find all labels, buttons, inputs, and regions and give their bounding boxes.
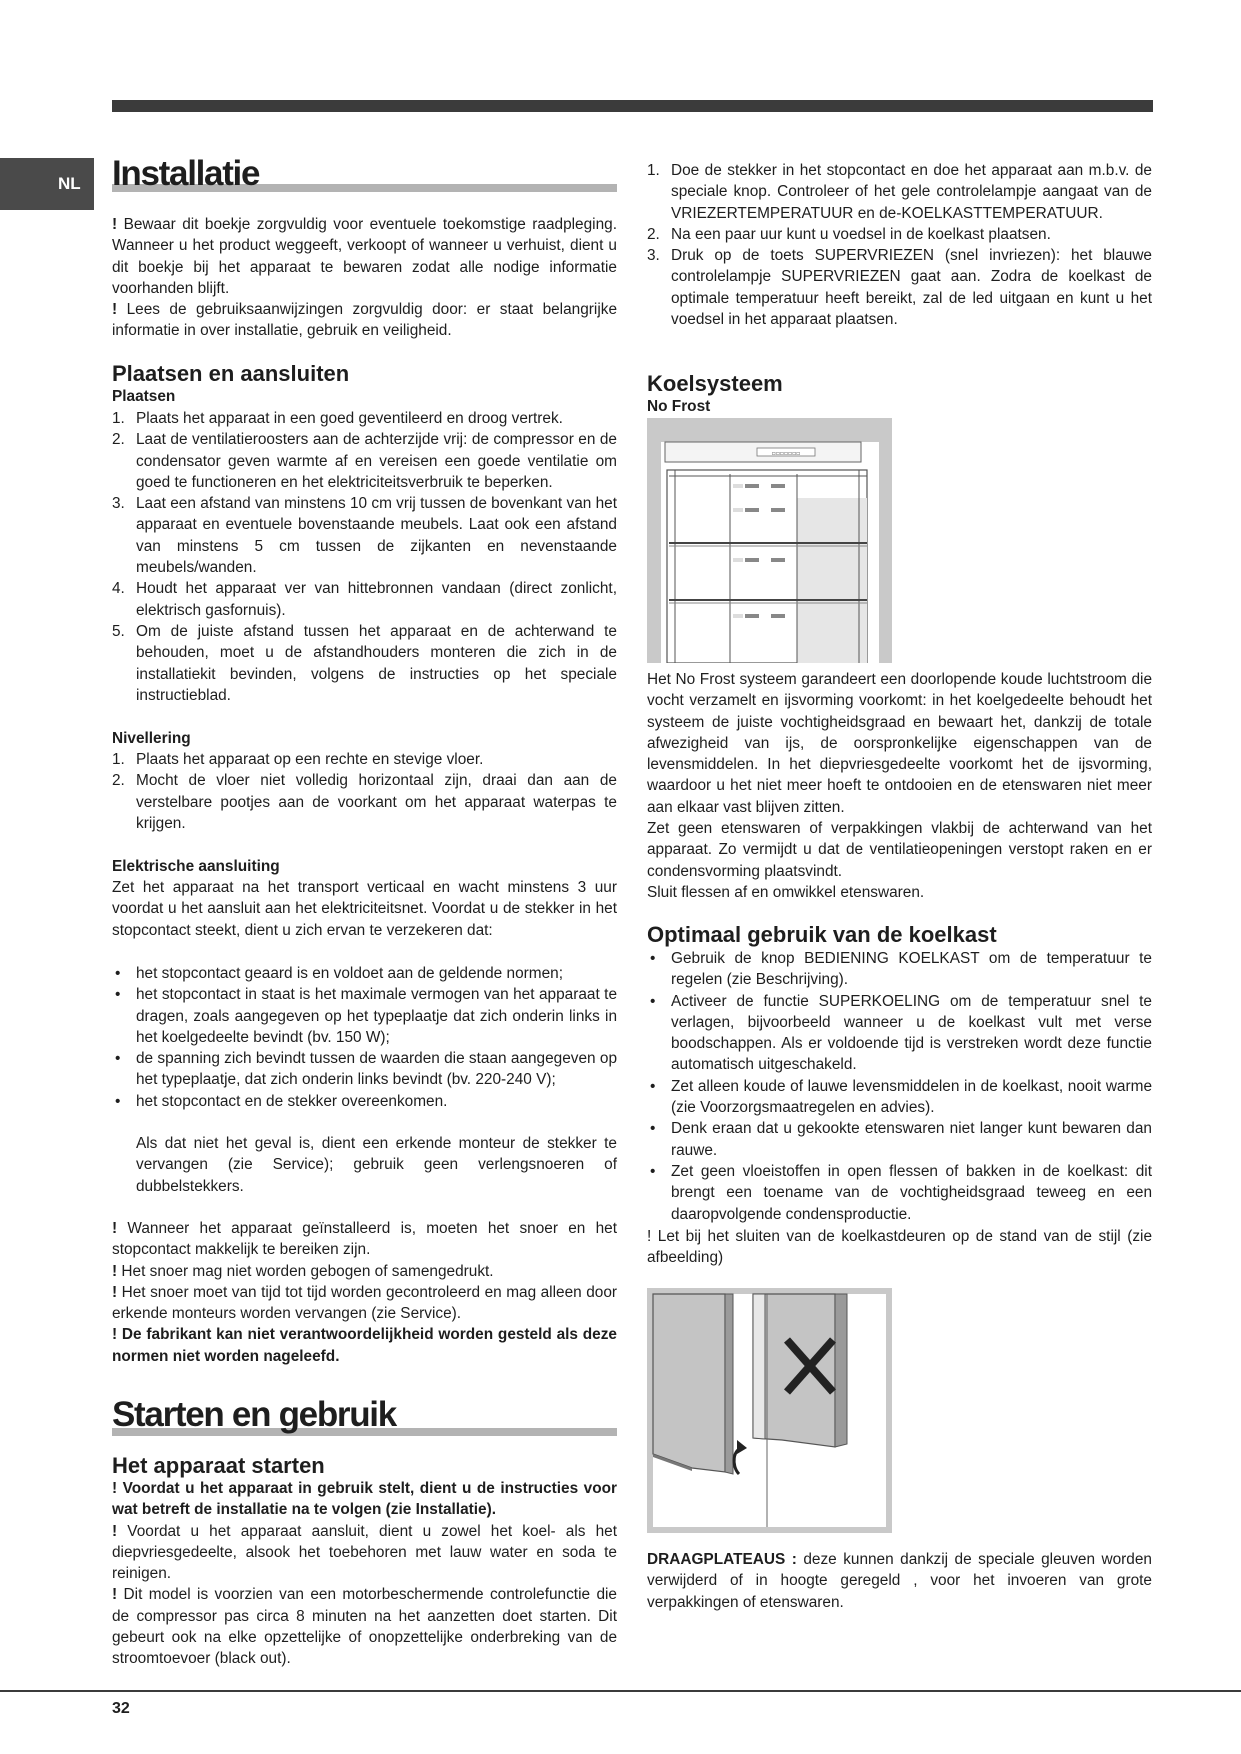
note-paragraph: ! Voordat u het apparaat aansluit, dient u zowel het koel- als het diepvriesgedeelte, alsook het toebehoren met lauw water en soda te reinigen. — [112, 1522, 617, 1583]
paragraph: Sluit flessen af en omwikkel etenswaren. — [647, 883, 925, 901]
svg-text:▫▫▫▫▫▫▫: ▫▫▫▫▫▫▫ — [771, 450, 801, 457]
nivellering-list — [112, 749, 617, 834]
list-item: • het stopcontact en de stekker overeenkomen. — [112, 1091, 617, 1112]
list-item: 1. Plaats het apparaat in een goed geventileerd en droog vertrek. — [112, 410, 563, 427]
paragraph: Zet geen etenswaren of verpakkingen vlakbij de achterwand van het apparaat. Zo vermijdt u dat de ventilatieopeningen verstopt raken en er condensvorming plaatsvindt. — [647, 820, 1152, 880]
list-item: • het stopcontact in staat is het maximale vermogen van het apparaat te dragen, zoals aangegeven op het typeplaatje dat zich onderin links in het koelgedeelte bevindt (bv. 150 W); — [112, 984, 617, 1048]
list-item: • Denk eraan dat u gekookte etenswaren niet langer kunt bewaren dan rauwe. — [647, 1118, 1152, 1161]
list-item: • het stopcontact geaard is en voldoet aan de geldende normen; — [112, 963, 617, 984]
list-item: 3. Druk op de toets SUPERVRIEZEN (snel invriezen): het blauwe controlelampje SUPERVRIEZEN gaat aan. Zodra de koelkast de optimale temperatuur heeft bereikt, zal de led uitgaan en kunt u het voedsel in het apparaat plaatsen. — [647, 247, 1152, 329]
installatie-intro — [112, 214, 617, 342]
door-closing-drawing — [647, 1288, 892, 1533]
plaatsen-subheading: Plaatsen — [112, 388, 176, 405]
elektrisch-bullets — [112, 963, 617, 1112]
bold-intro: ! Voordat u het apparaat in gebruik stelt, dient u de instructies voor wat betreft de installatie na te volgen (zie Installatie). — [112, 1480, 617, 1519]
starten-body — [112, 1478, 617, 1670]
list-item: • Zet alleen koude of lauwe levensmiddelen in de koelkast, nooit warme (zie Voorzorgsmaatregelen en advies). — [647, 1076, 1152, 1119]
list-item: • Activeer de functie SUPERKOELING om de temperatuur snel te verlagen, bijvoorbeeld wanneer u de koelkast vult met verse boodschappen. Als er voldoende tijd is verstreken wordt deze functie automatisch uitgeschakeld. — [647, 991, 1152, 1076]
list-item: 2. Mocht de vloer niet volledig horizontaal zijn, draai dan aan de verstelbare pootjes aan de voorkant om het apparaat waterpas te krijgen. — [112, 772, 617, 832]
list-item: 1. Plaats het apparaat op een rechte en stevige vloer. — [112, 751, 484, 768]
starten-heading: Het apparaat starten — [112, 1453, 325, 1478]
list-item: 4. Houdt het apparaat ver van hittebronnen vandaan (direct zonlicht, elektrisch gasfornuis). — [112, 580, 617, 619]
list-item: 2. Laat de ventilatieroosters aan de achterzijde vrij: de compressor en de condensator geven warmte af en vereisen een goede ventilatie om goed te functioneren en het elektriciteitsverbruik te beperken. — [112, 431, 617, 491]
list-item: 5. Om de juiste afstand tussen het apparaat en de achterwand te behouden, moet u de afstandhouders monteren die zich in de installatiekit bevinden, volgens de instructies op het speciale instructieblad. — [112, 622, 617, 704]
list-item: 3. Laat een afstand van minstens 10 cm vrij tussen de bovenkant van het apparaat en eventuele bovenstaande meubels. Laat ook een afstand van minstens 5 cm tussen de zijkanten en nevenstaande meubels/wanden. — [112, 495, 617, 577]
draagplateaus-text: DRAAGPLATEAUS : deze kunnen dankzij de speciale gleuven worden verwijderd of in hoogte geregeld , voor het invoeren van grote verpakkingen of etenswaren. — [647, 1551, 1152, 1611]
door-closing-illustration — [647, 1288, 892, 1533]
deuren-note: ! Let bij het sluiten van de koelkastdeuren op de stand van de stijl (zie afbeelding) — [647, 1228, 1152, 1267]
list-item: 2. Na een paar uur kunt u voedsel in de koelkast plaatsen. — [647, 225, 1051, 243]
note-paragraph: ! Het snoer mag niet worden gebogen of samengedrukt. — [112, 1262, 494, 1280]
koelsysteem-heading: Koelsysteem — [647, 371, 783, 396]
nivellering-heading: Nivellering — [112, 730, 191, 747]
top-rule — [112, 100, 1153, 112]
page-number: 32 — [112, 1700, 130, 1717]
installatie-title: Installatie — [112, 154, 260, 193]
bottom-rule — [0, 1690, 1241, 1692]
koelsysteem-subheading: No Frost — [647, 398, 711, 415]
plaatsen-heading: Plaatsen en aansluiten — [112, 361, 350, 386]
bold-warning: ! De fabrikant kan niet verantwoordelijkheid worden gesteld als deze normen niet worden nageleefd. — [112, 1326, 617, 1365]
optimaal-bullets — [647, 948, 1152, 1225]
list-item: • Zet geen vloeistoffen in open flessen of bakken in de koelkast: dit brengt een toename van de vochtigheidsgraad teweeg en een daaropvolgende condensproductie. — [647, 1161, 1152, 1225]
list-item: • de spanning zich bevindt tussen de waarden die staan aangegeven op het typeplaatje, dat zich onderin links bevindt (bv. 220-240 V); — [112, 1048, 617, 1091]
list-item: 1. Doe de stekker in het stopcontact en doe het apparaat aan m.b.v. de speciale knop. Controleer of het gele controlelampje aangaat van de VRIEZERTEMPERATUUR en de-KOELKASTTEMPERATUUR. — [647, 162, 1152, 222]
note-paragraph: ! Wanneer het apparaat geïnstalleerd is, moeten het snoer en het stopcontact makkelijk te bereiken zijn. — [112, 1220, 617, 1259]
fridge-interior-drawing — [647, 418, 892, 663]
paragraph: Het No Frost systeem garandeert een doorlopende koude luchtstroom die vocht verzamelt en ijsvorming voorkomt: in het koelgedeelte behoudt het systeem de juiste vochtigheidsgraad en bewaart het, dankzij de totale afwezigheid van ijs, de oorspronkelijke eigenschappen van de levensmiddelen. In het diepvriesgedeelte voorkomt het de ijsvorming, waardoor u het niet meer hoeft te ontdooien en de etenswaren niet meer aan elkaar vast blijven zitten. — [647, 671, 1152, 816]
intro-paragraph: ! Bewaar dit boekje zorgvuldig voor eventuele toekomstige raadpleging. Wanneer u het product weggeeft, verkoopt of wanneer u verhuist, dient u dit boekje bij het apparaat te bewaren zodat alle nodige informatie voorhanden blijft. — [112, 216, 617, 297]
note-paragraph: ! Dit model is voorzien van een motorbeschermende controlefunctie die de compressor pas circa 8 minuten na het aanzetten doet starten. Dit gebeurt ook na elke opzettelijke of onopzettelijke onderbreking van de stroomtoevoer (black out). — [112, 1586, 617, 1668]
starten-title: Starten en gebruik — [112, 1395, 396, 1434]
elektrisch-heading: Elektrische aansluiting — [112, 858, 280, 875]
intro-paragraph: ! Lees de gebruiksaanwijzingen zorgvuldig door: er staat belangrijke informatie in over installatie, gebruik en veiligheid. — [112, 301, 617, 340]
plaatsen-list — [112, 408, 617, 706]
language-tab: NL — [0, 158, 94, 210]
no-frost-illustration — [647, 418, 892, 663]
optimaal-heading: Optimaal gebruik van de koelkast — [647, 922, 997, 947]
starten-steps — [647, 160, 1152, 330]
note-paragraph: ! Het snoer moet van tijd tot tijd worden gecontroleerd en mag alleen door erkende monteurs worden vervangen (zie Service). — [112, 1283, 617, 1323]
list-item: • Gebruik de knop BEDIENING KOELKAST om de temperatuur te regelen (zie Beschrijving). — [647, 948, 1152, 991]
elektrisch-intro: Zet het apparaat na het transport verticaal en wacht minstens 3 uur voordat u het aansluit aan het elektriciteitsnet. Voordat u de stekker in het stopcontact steekt, dient u zich ervan te verzekeren dat: — [112, 879, 617, 939]
koelsysteem-body — [647, 669, 1152, 903]
bullet-followup: Als dat niet het geval is, dient een erkende monteur de stekker te vervangen (zie Service); gebruik geen verlengsnoeren of dubbelstekkers. — [136, 1135, 617, 1195]
elektrisch-notes — [112, 1218, 617, 1367]
